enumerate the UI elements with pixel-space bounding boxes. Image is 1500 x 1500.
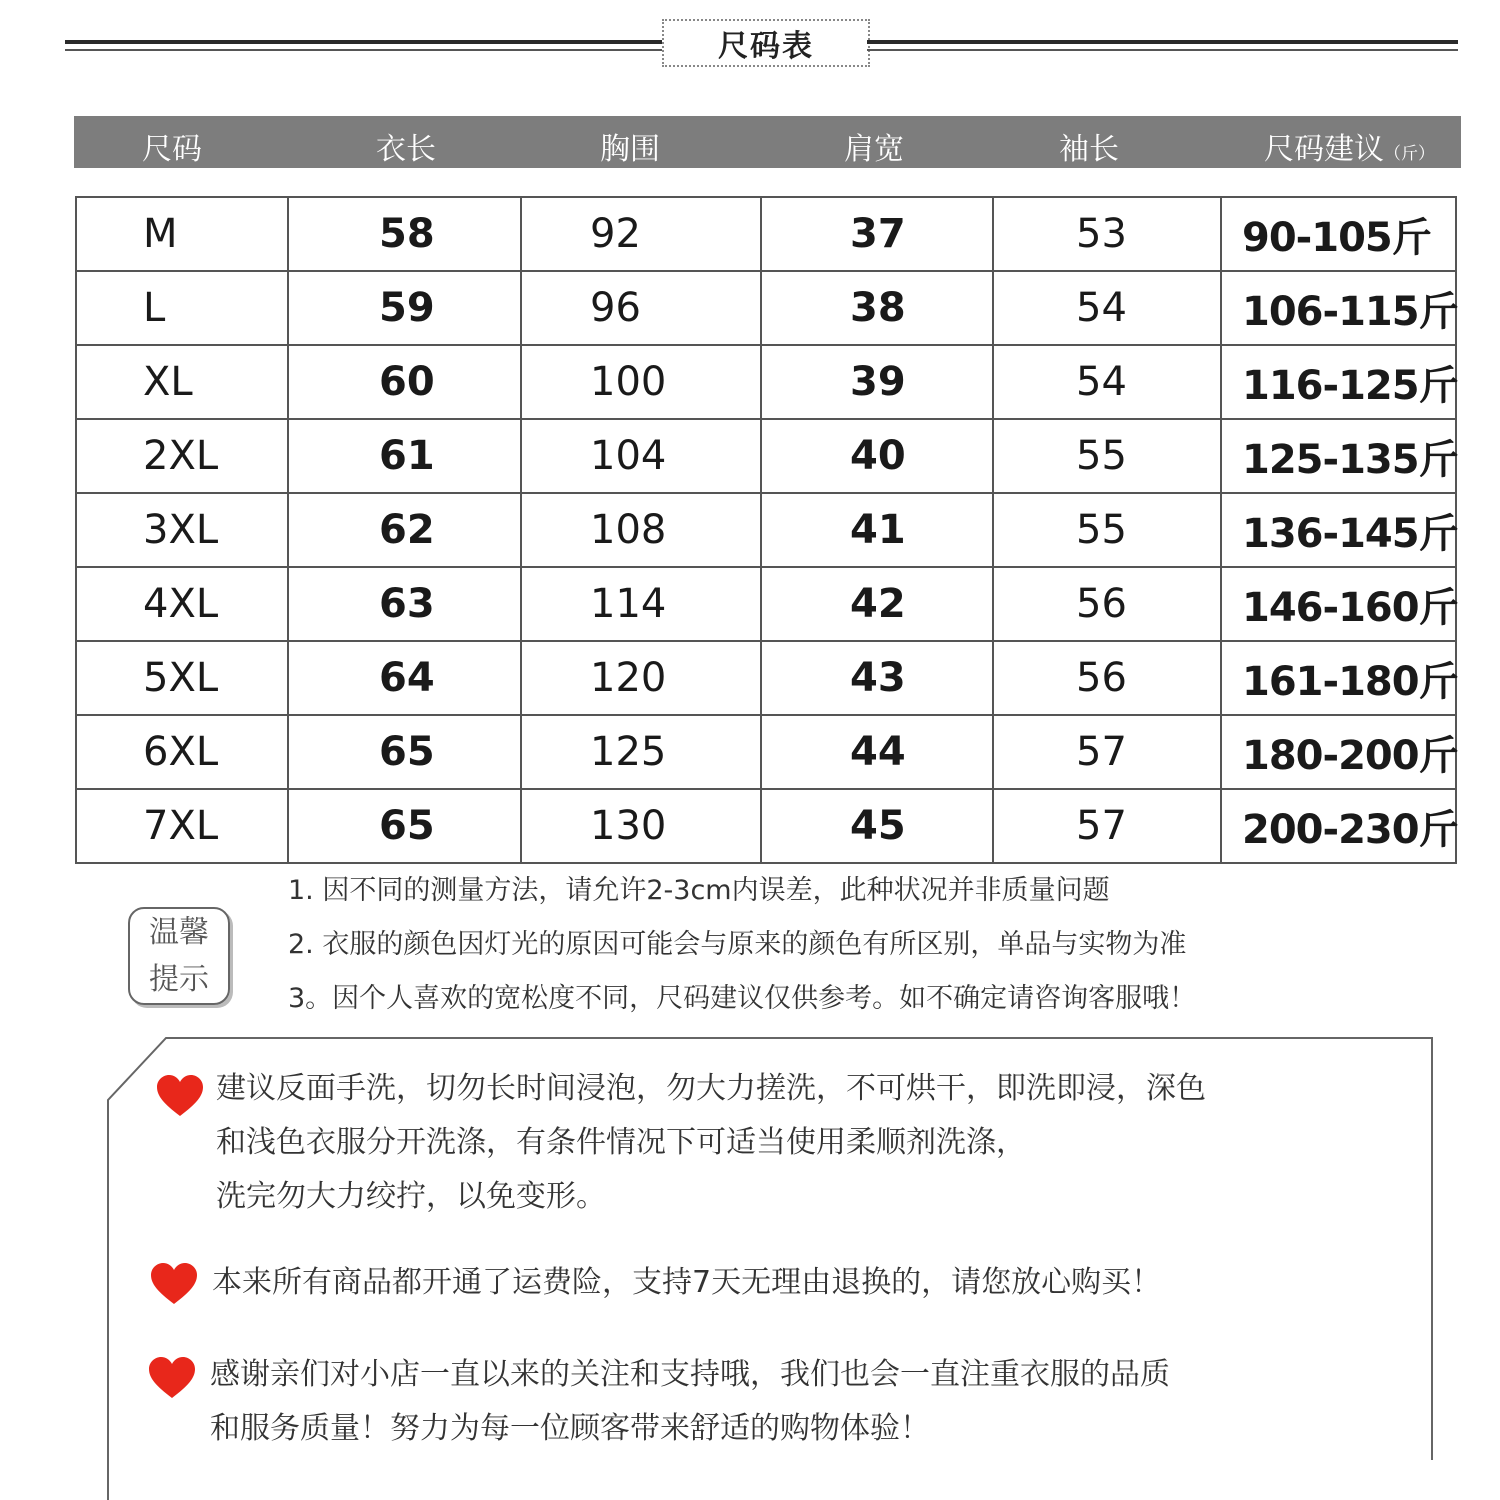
table-cell: 136-145斤 — [1221, 493, 1456, 567]
table-cell: 64 — [288, 641, 521, 715]
table-cell: 125 — [521, 715, 761, 789]
table-cell: 5XL — [76, 641, 288, 715]
heart-icon — [148, 1356, 196, 1400]
table-cell: 60 — [288, 345, 521, 419]
care-line: 感谢亲们对小店一直以来的关注和支持哦，我们也会一直注重衣服的品质 — [210, 1357, 1170, 1392]
table-cell: 63 — [288, 567, 521, 641]
care-item-returns — [212, 1256, 1161, 1310]
header-sleeve: 袖长 — [1059, 132, 1119, 167]
tip-badge-line1: 温馨 — [149, 915, 209, 950]
care-item-washing — [216, 1062, 1206, 1224]
table-cell: 55 — [993, 419, 1221, 493]
table-cell: 114 — [521, 567, 761, 641]
header-chest: 胸围 — [600, 132, 660, 167]
header-suggest-label: 尺码建议 — [1264, 132, 1384, 167]
heart-icon — [156, 1074, 204, 1118]
table-cell: 96 — [521, 271, 761, 345]
table-cell: 44 — [761, 715, 993, 789]
table-cell: 40 — [761, 419, 993, 493]
table-cell: 55 — [993, 493, 1221, 567]
table-cell: 42 — [761, 567, 993, 641]
table-cell: 3XL — [76, 493, 288, 567]
table-cell: 200-230斤 — [1221, 789, 1456, 863]
table-cell: 161-180斤 — [1221, 641, 1456, 715]
table-cell: 65 — [288, 715, 521, 789]
table-cell: 58 — [288, 197, 521, 271]
header-size: 尺码 — [142, 132, 202, 167]
table-cell: 7XL — [76, 789, 288, 863]
note-item: 2. 衣服的颜色因灯光的原因可能会与原来的颜色有所区别，单品与实物为准 — [288, 929, 1187, 960]
table-cell: 54 — [993, 345, 1221, 419]
table-cell: 45 — [761, 789, 993, 863]
table-cell: 56 — [993, 567, 1221, 641]
care-line: 洗完勿大力绞拧，以免变形。 — [216, 1179, 606, 1214]
table-cell: 2XL — [76, 419, 288, 493]
table-cell: 108 — [521, 493, 761, 567]
note-item: 1. 因不同的测量方法，请允许2-3cm内误差，此种状况并非质量问题 — [288, 875, 1110, 906]
table-cell: 92 — [521, 197, 761, 271]
care-line: 建议反面手洗，切勿长时间浸泡，勿大力搓洗，不可烘干，即洗即浸，深色 — [216, 1071, 1206, 1106]
table-cell: 59 — [288, 271, 521, 345]
table-cell: 39 — [761, 345, 993, 419]
tip-badge-line2: 提示 — [149, 962, 209, 997]
table-cell: 125-135斤 — [1221, 419, 1456, 493]
table-cell: M — [76, 197, 288, 271]
care-item-thanks — [210, 1348, 1170, 1456]
table-cell: 61 — [288, 419, 521, 493]
table-cell: 43 — [761, 641, 993, 715]
header-length: 衣长 — [376, 132, 436, 167]
table-cell: 146-160斤 — [1221, 567, 1456, 641]
table-cell: XL — [76, 345, 288, 419]
care-line: 本来所有商品都开通了运费险，支持7天无理由退换的，请您放心购买！ — [212, 1265, 1162, 1300]
table-cell: 4XL — [76, 567, 288, 641]
care-line: 和浅色衣服分开洗涤，有条件情况下可适当使用柔顺剂洗涤， — [216, 1125, 1026, 1160]
note-item: 3。因个人喜欢的宽松度不同，尺码建议仅供参考。如不确定请咨询客服哦！ — [288, 983, 1197, 1014]
table-cell: L — [76, 271, 288, 345]
table-cell: 6XL — [76, 715, 288, 789]
table-cell: 54 — [993, 271, 1221, 345]
table-cell: 130 — [521, 789, 761, 863]
table-cell: 41 — [761, 493, 993, 567]
page-title: 尺码表 — [662, 19, 870, 67]
table-cell: 57 — [993, 715, 1221, 789]
table-cell: 38 — [761, 271, 993, 345]
header-unit: （斤） — [1384, 144, 1435, 164]
table-cell: 37 — [761, 197, 993, 271]
heart-icon — [150, 1262, 198, 1306]
table-cell: 53 — [993, 197, 1221, 271]
table-cell: 100 — [521, 345, 761, 419]
table-cell: 120 — [521, 641, 761, 715]
table-cell: 65 — [288, 789, 521, 863]
table-cell: 116-125斤 — [1221, 345, 1456, 419]
table-cell: 180-200斤 — [1221, 715, 1456, 789]
table-cell: 106-115斤 — [1221, 271, 1456, 345]
table-cell: 57 — [993, 789, 1221, 863]
table-cell: 90-105斤 — [1221, 197, 1456, 271]
table-cell: 62 — [288, 493, 521, 567]
table-cell: 56 — [993, 641, 1221, 715]
care-line: 和服务质量！努力为每一位顾客带来舒适的购物体验！ — [210, 1411, 930, 1446]
header-shoulder: 肩宽 — [844, 132, 904, 167]
table-cell: 104 — [521, 419, 761, 493]
